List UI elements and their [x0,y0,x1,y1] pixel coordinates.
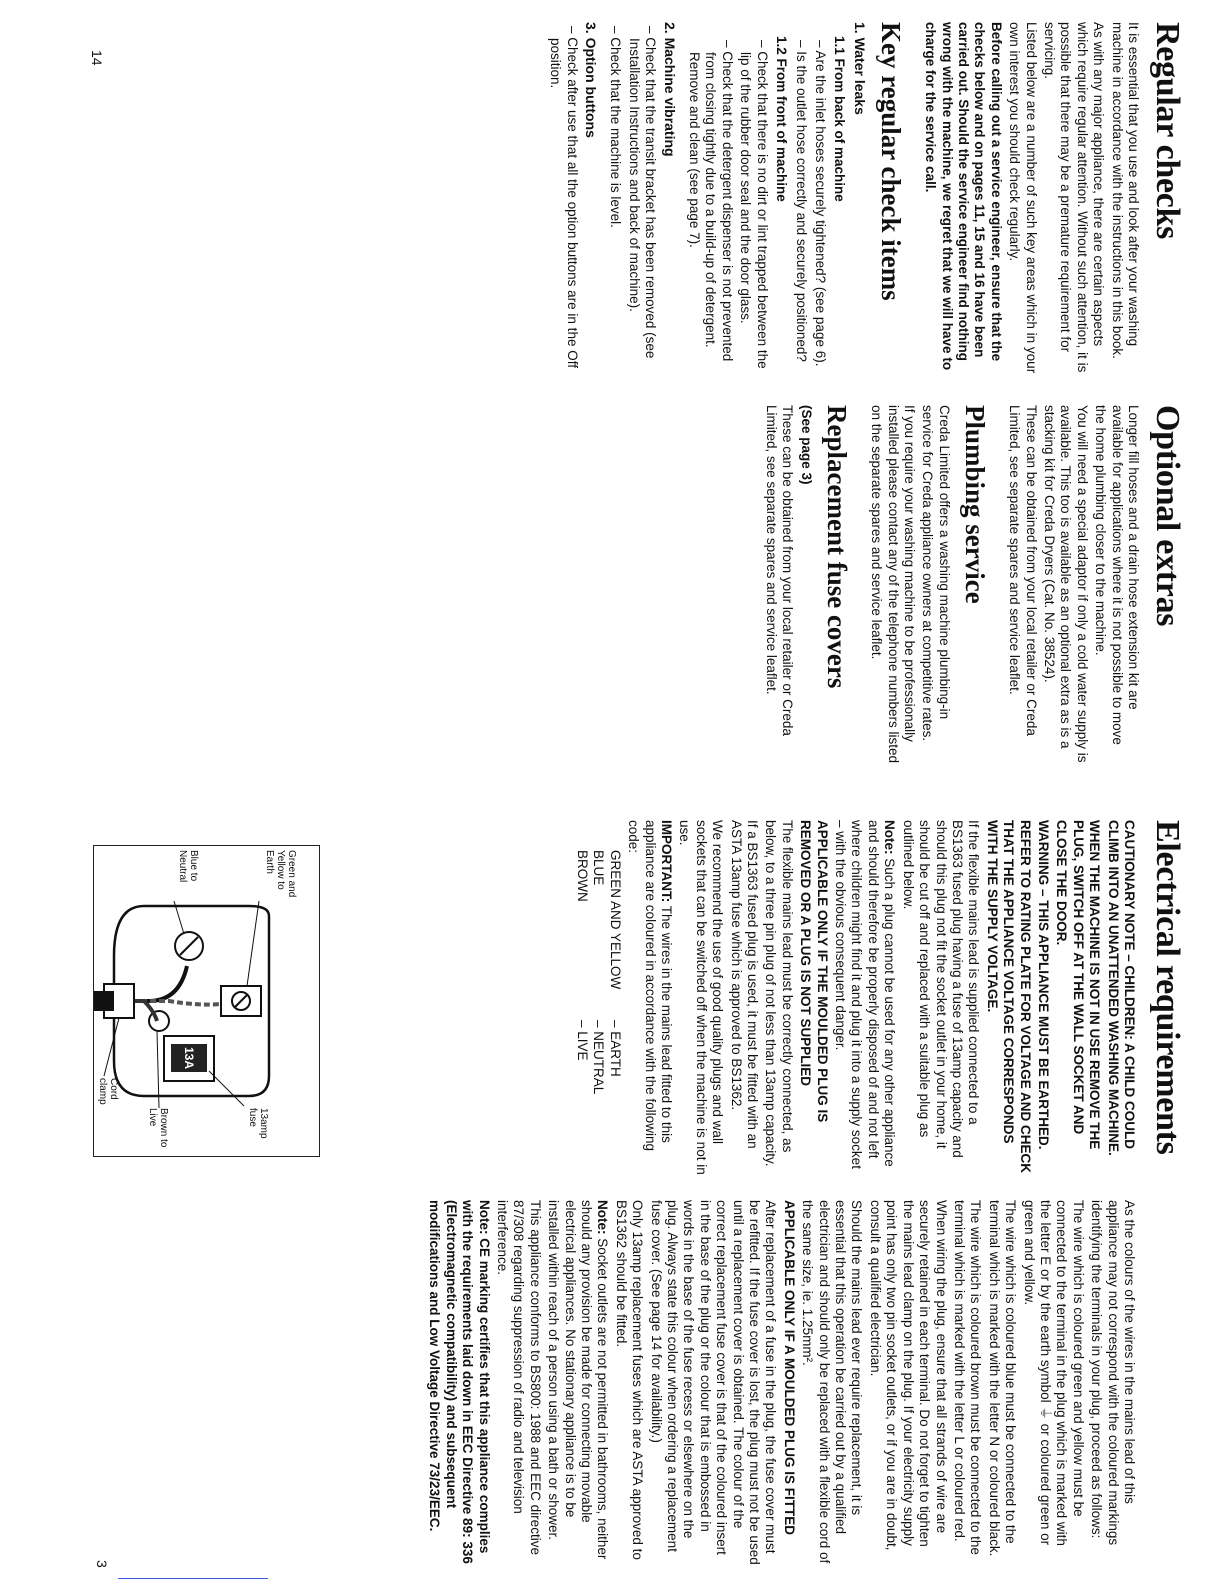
electrical-column-1 [574,820,1137,1175]
paragraph: If the flexible mains lead is supplied connected to a BS1363 fused plug having a fuse of 13amp capacity and should this plug not fit the socket outlet in your home, it should be cut off and replaced with a suitable plug as outlined below. [900,820,982,1158]
paragraph: As the colours of the wires in the mains lead of this appliance may not correspond with the coloured markings identifying the terminals in your plug, proceed as follows: [1089,1200,1137,1546]
wire-code-row [590,820,606,1175]
electrical-requirements-title: Electrical requirements [1149,820,1186,1155]
paragraph: You will need a special adaptor if only a cold water supply is available. This too is available as an optional extra as is a stacking kit for Creda Dryers (Cat. No. 38524). [1041,405,1090,763]
note-paragraph [832,820,898,1175]
rating-plate-warning: REFER TO RATING PLATE FOR VOLTAGE AND CHECK THAT THE APPLIANCE VOLTAGE CORRESPONDS WITH THE SUPPLY VOLTAGE. [984,820,1033,1173]
paragraph: Only 13amp replacement fuses which are ASTA approved to BS1362 should be fitted. [613,1200,646,1560]
regular-checks-title: Regular checks [1149,22,1186,240]
page-number: 3 [94,1560,110,1568]
wire-meaning: – EARTH [607,1020,623,1077]
ce-marking-note: Note: CE marking certifies that this appliance complies with the requirements laid down in EEC Directive 89: 336 (Electromagnetic compatibility) and subsequent modifications and Low Voltage Directive 73/23/EEC. [427,1200,492,1564]
paragraph: Should the mains lead ever require replacement, it is essential that this operation be carried out by a qualified electrician and should only be replaced with a flexible cord of the same size, ie. 1.25mm². [800,1200,865,1564]
important-paragraph [625,820,674,1175]
regular-checks-column [545,22,1185,377]
paragraph: After replacement of a fuse in the plug, the fuse cover must be refitted. If the fuse cover is lost, the plug must not be used until a replacement cover is obtained. The colour of the correct replacement fuse cover is that of the coloured insert in the base of the plug or the colour that is embossed in words in the base of the fuse recess or elsewhere on the plug. Always state this colour when ordering a replacement fuse cover. (See page 14 for availability.) [648,1200,779,1565]
list-item: – Check that the transit bracket has been removed (see Installation Instructions and back of machine). [626,26,659,359]
important-text: The wires in the mains lead fitted to this appliance are coloured in accordance with the following code: [626,820,675,1151]
list-item: – Are the inlet hoses securely tightened? (see page 6). [812,40,828,367]
paragraph: The wire which is coloured green and yellow must be connected to the terminal in the plug which is marked with the letter E or by the earth symbol ⏚ or coloured green or green and yellow. [1021,1200,1086,1546]
key-check-items-title: Key regular check items [875,22,906,301]
paragraph: If a BS1363 fused plug is used, it must be fitted with an ASTA 13amp fuse which is approved to BS1362. [728,820,761,1149]
note-paragraph [545,1200,611,1565]
plug-wiring-diagram [93,845,320,1157]
not-in-use-warning: WHEN THE MACHINE IS NOT IN USE REMOVE THE PLUG, SWITCH OFF AT THE WALL SOCKET AND CLOSE THE DOOR. [1054,820,1103,1150]
paragraph: When wiring the plug, ensure that all strands of wire are securely retained in each terminal. Do not forget to tighten the mains lead clamp on the plug. If your electricity supply point has only two pin socket outlets, or if you are in doubt, consult a qualified electrician. [867,1200,949,1551]
front-of-machine-heading: 1.2 From front of machine [774,36,790,202]
plumbing-service-title: Plumbing service [959,405,990,604]
wire-colour: GREEN AND YELLOW [607,850,623,990]
see-page-reference: (See page 3) [798,405,814,485]
note-label: Note: [595,1200,611,1235]
paragraph: Creda Limited offers a washing machine plumbing-in service for Creda appliance owners at competitive rates. [920,405,952,742]
list-item: – Check after use that all the option buttons are in the Off position. [548,26,580,368]
paragraph: The wire which is coloured brown must be connected to the terminal which is marked with the letter L or coloured red. [951,1200,984,1555]
clamp-label: Cord clamp [97,1078,119,1105]
page-number: 14 [89,50,105,66]
intro-paragraph: As with any major appliance, there are certain aspects which require regular attention. Without such attention, it is possible that there may be a premature requirement for servicing. [1041,22,1107,373]
live-label: Brown to Live [147,1108,169,1148]
wire-meaning: – NEUTRAL [591,1020,607,1095]
wire-colour: BROWN [575,850,590,902]
paragraph: These can be obtained from your local retailer or Creda Limited, see separate spares and service leaflet. [1007,405,1039,736]
paragraph: We recommend the use of good quality plugs and wall sockets that can be switched off when the machine is not in use. [677,820,726,1175]
paragraph: These can be obtained from your local retailer or Creda Limited, see separate spares and service leaflet. [763,405,796,736]
replacement-fuse-covers-title: Replacement fuse covers [821,405,852,689]
list-item: – Check that the detergent dispenser is not prevented from closing tightly due to a build-up of detergent. Remove and clean (see page 7). [687,40,735,362]
optional-extras-title: Optional extras [1149,405,1186,627]
note-text: Socket outlets are not permitted in bathrooms, neither should any provision be made for connecting movable electrical appliances. No stationary appliance is to be installed within reach of a person using a bath or shower. [546,1200,611,1560]
service-call-warning: Before calling out a service engineer, ensure that the checks below and on pages 11, 15 and 16 have been carried out. Should the service engineer find nothing wrong with the machine, we regret that we will have to charge for the service call. [923,22,1004,371]
paragraph: The wire which is coloured blue must be connected to the terminal which is marked with the letter N or coloured black. [986,1200,1019,1557]
note-text: Such a plug cannot be used for any other appliance and should therefore be properly disposed of and not left where children might find it and plug it into a supply socket – with the obvious consequent danger. [833,820,898,1169]
machine-vibrating-heading: 2. Machine vibrating [661,22,678,157]
list-item: – Check that there is no dirt or lint trapped between the lip of the rubber door seal and the door glass. [738,40,770,369]
paragraph: This appliance conforms to BS800: 1988 and EEC directive 87/308 regarding suppression of radio and television interference. [494,1200,543,1555]
wire-code-row [606,820,622,1175]
note-label: Note: [882,820,898,855]
mains-cord [94,991,114,1011]
important-label: IMPORTANT: [659,820,675,903]
optional-extras-column [761,405,1186,765]
page-14 [0,0,1225,790]
back-of-machine-heading: 1.1 From back of machine [832,36,848,202]
list-item: – Check that the machine is level. [608,26,624,228]
fuse-mark: 13A [182,1046,196,1070]
moulded-plug-removed-heading: APPLICABLE ONLY IF THE MOULDED PLUG IS REMOVED OR A PLUG IS NOT SUPPLIED [798,820,830,1123]
water-leaks-heading: 1. Water leaks [851,22,868,115]
intro-paragraph: Listed below are a number of such key areas which in your own interest you should check regularly. [1007,22,1039,374]
scan-link-underline [118,1578,268,1579]
wire-colour: BLUE [591,850,607,886]
list-item: – Is the outlet hose correctly and securely positioned? [794,40,810,362]
option-buttons-heading: 3. Option buttons [583,22,600,138]
paragraph: The flexible mains lead must be correctly connected, as below, to a three pin plug of not less than 13amp capacity. [763,820,795,1167]
intro-paragraph: It is essential that you use and look after your washing machine in accordance with the instructions in this book. [1109,22,1141,359]
child-caution: CAUTIONARY NOTE – CHILDREN: A CHILD COULD CLIMB INTO AN UNATTENDED WASHING MACHINE. [1105,820,1137,1156]
wire-meaning: – LIVE [575,1020,590,1061]
wire-code-row [574,820,590,1175]
earthed-warning: WARNING – THIS APPLIANCE MUST BE EARTHED. [1035,820,1051,1150]
page-3 [0,790,1225,1585]
neutral-label: Blue to Neutral [177,850,199,883]
moulded-plug-fitted-heading: APPLICABLE ONLY IF A MOULDED PLUG IS FITTED [781,1200,797,1536]
paragraph: Longer fill hoses and a drain hose extension kit are available for applications where it is not possible to move the home plumbing closer to the machine. [1093,405,1141,745]
electrical-column-2 [424,1200,1137,1565]
fuse-label: 13amp fuse [247,1108,269,1139]
paragraph: If you require your washing machine to be professionally installed please contact any of the telephone numbers listed on the separate spares and service leaflet. [869,405,917,763]
earth-label: Green and Yellow to Earth [264,850,297,898]
